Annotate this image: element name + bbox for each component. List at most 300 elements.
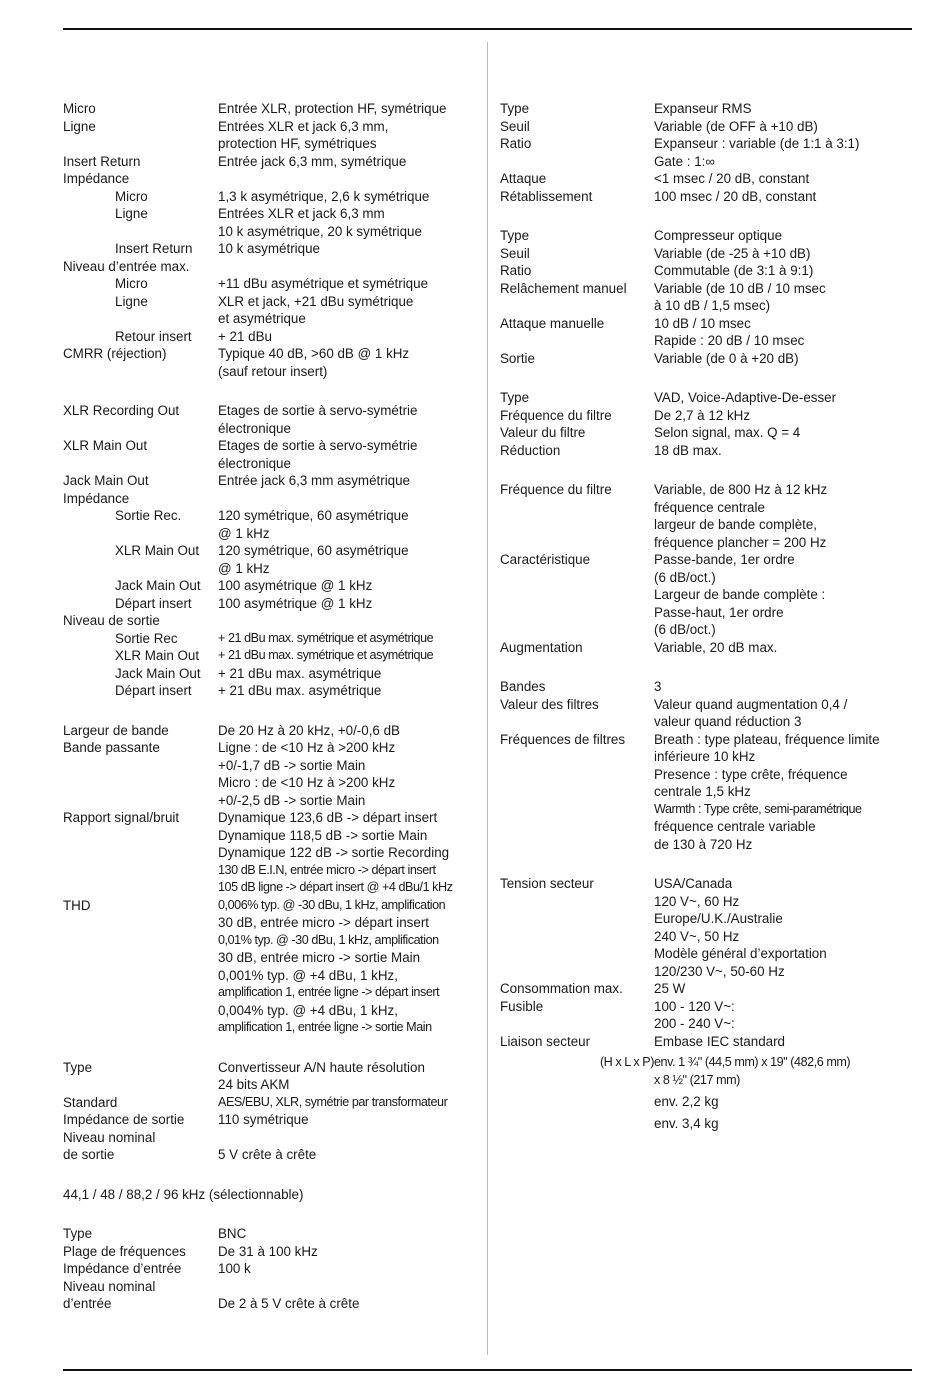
dimension-value-line: env. 3,4 kg <box>654 1115 719 1131</box>
spec-value <box>654 639 920 657</box>
spec-value-line: centrale 1,5 kHz <box>654 784 751 799</box>
spec-value <box>654 1033 920 1051</box>
spec-value <box>218 345 477 380</box>
spec-value <box>654 262 920 280</box>
spec-label: XLR Main Out <box>63 438 148 453</box>
spec-row <box>63 490 477 508</box>
dimension-value <box>654 1054 920 1089</box>
spec-value <box>218 682 477 700</box>
spec-row <box>63 630 477 648</box>
spec-value <box>654 350 920 368</box>
spec-label: Attaque <box>500 171 547 186</box>
right-spec-blocks <box>500 100 920 1050</box>
spec-label: Niveau nominal <box>63 1129 156 1145</box>
spec-label: Sortie Rec. <box>115 508 182 523</box>
spec-row <box>63 1225 477 1243</box>
spec-row <box>63 328 477 346</box>
spec-value-line: 110 symétrique <box>218 1112 309 1127</box>
spec-value-line: 0,004% typ. @ +4 dBu, 1 kHz, <box>218 1002 398 1018</box>
dimension-value-line: x 8 ½" (217 mm) <box>654 1072 740 1087</box>
spec-value-line: protection HF, symétriques <box>218 136 377 151</box>
spec-value-line: 24 bits AKM <box>218 1077 290 1092</box>
spec-label: Rapport signal/bruit <box>63 810 180 825</box>
spec-value-line: 100 asymétrique @ 1 kHz <box>218 578 373 593</box>
spec-row <box>63 507 477 542</box>
spec-row <box>500 980 920 998</box>
spec-label: Micro <box>115 276 148 291</box>
left-spec-column <box>63 100 477 1313</box>
spec-value-line: inférieure 10 kHz <box>654 749 756 764</box>
spec-label: Type <box>500 390 530 405</box>
spec-value-line: Convertisseur A/N haute résolution <box>218 1059 425 1075</box>
dimension-value-line: env. 2,2 kg <box>654 1094 719 1109</box>
spec-label: Rétablissement <box>500 188 593 204</box>
spec-value <box>218 1111 477 1129</box>
spec-value <box>218 275 477 293</box>
spec-block <box>63 722 477 1037</box>
spec-row <box>500 389 920 407</box>
spec-row <box>63 612 477 630</box>
spec-value <box>218 647 477 665</box>
spec-value-line: 100 asymétrique @ 1 kHz <box>218 595 373 611</box>
spec-value-line: électronique <box>218 455 291 471</box>
spec-value-line: fréquence centrale variable <box>654 819 816 834</box>
spec-value-line: Passe-bande, 1er ordre <box>654 552 795 567</box>
spec-label: Bandes <box>500 679 546 694</box>
spec-row <box>500 100 920 118</box>
spec-label: Valeur des filtres <box>500 696 599 712</box>
spec-row <box>63 1111 477 1129</box>
spec-block <box>63 1186 477 1204</box>
spec-label: Micro <box>115 188 148 204</box>
dimension-label: (H x L x P) <box>599 1055 654 1069</box>
spec-row <box>500 1033 920 1051</box>
spec-row <box>63 1186 477 1204</box>
spec-label: Départ insert <box>115 683 192 698</box>
spec-value-line: Warmth : Type crête, semi-paramétrique <box>654 801 862 816</box>
bottom-rule <box>63 1369 912 1371</box>
spec-value-line: Dynamique 123,6 dB -> départ insert <box>218 810 438 825</box>
spec-value <box>218 665 477 683</box>
spec-label: Standard <box>63 1094 118 1110</box>
spec-row <box>500 188 920 206</box>
spec-row <box>500 245 920 263</box>
spec-value-line: VAD, Voice-Adaptive-De-esser <box>654 390 837 405</box>
spec-row <box>63 205 477 240</box>
spec-row <box>500 118 920 136</box>
spec-label: XLR Recording Out <box>63 403 180 418</box>
spec-block <box>63 1225 477 1313</box>
spec-value-line: (6 dB/oct.) <box>654 622 716 637</box>
spec-value-line: Passe-haut, 1er ordre <box>654 604 784 620</box>
spec-row <box>63 345 477 380</box>
spec-value-line: 30 dB, entrée micro -> sortie Main <box>218 950 421 965</box>
spec-row <box>500 639 920 657</box>
spec-row <box>63 722 477 740</box>
spec-label: Ratio <box>500 136 532 151</box>
spec-row <box>63 153 477 171</box>
spec-row <box>63 472 477 490</box>
spec-value-line: 18 dB max. <box>654 442 722 458</box>
spec-value <box>218 595 477 613</box>
spec-value <box>654 407 920 425</box>
spec-value <box>654 696 920 731</box>
spec-label: Ligne <box>115 293 148 309</box>
dimension-row <box>500 1115 920 1133</box>
spec-value <box>218 1243 477 1261</box>
spec-row <box>63 809 477 897</box>
spec-label: Sortie <box>500 350 535 366</box>
spec-row <box>63 1295 477 1313</box>
spec-label: Impédance <box>63 171 130 186</box>
spec-value <box>218 1260 477 1278</box>
spec-row <box>500 315 920 350</box>
spec-row <box>63 1146 477 1164</box>
spec-row <box>63 293 477 328</box>
spec-label: THD <box>63 897 91 913</box>
spec-value <box>218 1295 477 1313</box>
spec-value-line: Presence : type crête, fréquence <box>654 766 848 782</box>
spec-value-line: électronique <box>218 420 291 436</box>
spec-value-line: Dynamique 122 dB -> sortie Recording <box>218 845 450 860</box>
spec-row <box>63 1094 477 1112</box>
spec-value-line: + 21 dBu max. symétrique et asymétrique <box>218 648 434 662</box>
spec-label: Liaison secteur <box>500 1033 591 1049</box>
spec-row <box>500 280 920 315</box>
spec-row <box>500 170 920 188</box>
spec-value <box>654 135 920 170</box>
spec-block <box>500 875 920 1050</box>
spec-value-line: <1 msec / 20 dB, constant <box>654 171 810 186</box>
spec-value <box>654 678 920 696</box>
spec-value <box>654 188 920 206</box>
dimensions-weight-block <box>500 1054 920 1132</box>
spec-block <box>500 227 920 367</box>
spec-row <box>500 227 920 245</box>
spec-value-line: Entrée jack 6,3 mm, symétrique <box>218 153 407 169</box>
spec-value <box>654 227 920 245</box>
spec-label: XLR Main Out <box>115 648 200 663</box>
spec-label: Impédance d’entrée <box>63 1261 182 1276</box>
spec-value <box>218 205 477 240</box>
spec-value <box>218 630 477 648</box>
spec-value-line: amplification 1, entrée ligne -> sortie Main <box>218 1020 432 1034</box>
spec-value-line: 3 <box>654 679 662 694</box>
spec-row <box>63 1278 477 1296</box>
spec-label: Réduction <box>500 442 561 458</box>
spec-label: Ratio <box>500 263 532 278</box>
spec-value-line: +0/-1,7 dB -> sortie Main <box>218 757 366 773</box>
spec-label: Départ insert <box>115 595 192 611</box>
spec-label: CMRR (réjection) <box>63 346 167 361</box>
spec-label: Niveau nominal <box>63 1278 156 1294</box>
spec-row <box>63 402 477 437</box>
spec-value-line: Dynamique 118,5 dB -> sortie Main <box>218 827 428 843</box>
spec-value-line: AES/EBU, XLR, symétrie par transformateur <box>218 1094 448 1109</box>
spec-value-line: de 130 à 720 Hz <box>654 836 753 852</box>
spec-label: Caractéristique <box>500 552 591 567</box>
spec-value-line: à 10 dB / 1,5 msec) <box>654 298 771 313</box>
spec-row <box>500 135 920 170</box>
spec-value-line: + 21 dBu max. asymétrique <box>218 683 382 698</box>
spec-value-line: Variable (de -25 à +10 dB) <box>654 245 811 261</box>
spec-block <box>63 1059 477 1164</box>
spec-label: Type <box>63 1226 93 1241</box>
spec-label: Bande passante <box>63 740 160 755</box>
spec-label: Niveau d’entrée max. <box>63 258 190 274</box>
spec-label: Sortie Rec <box>115 630 178 646</box>
spec-label: Fusible <box>500 998 544 1014</box>
spec-value <box>218 1146 477 1164</box>
spec-row <box>63 1129 477 1147</box>
spec-value <box>218 328 477 346</box>
spec-value-line: + 21 dBu max. symétrique et asymétrique <box>218 630 434 645</box>
spec-value-line: De 2,7 à 12 kHz <box>654 407 751 423</box>
spec-label: de sortie <box>63 1147 115 1162</box>
spec-value-line: 200 - 240 V~: <box>654 1016 735 1031</box>
spec-value <box>218 542 477 577</box>
spec-value <box>654 442 920 460</box>
spec-row <box>63 275 477 293</box>
spec-row <box>63 258 477 276</box>
spec-row <box>500 731 920 854</box>
spec-value-line: Largeur de bande complète : <box>654 587 826 602</box>
spec-value-line: 10 k asymétrique, 20 k symétrique <box>218 223 422 239</box>
dimension-row <box>500 1093 920 1111</box>
spec-value-line: amplification 1, entrée ligne -> départ insert <box>218 985 440 999</box>
spec-row <box>63 1243 477 1261</box>
spec-block <box>63 100 477 380</box>
spec-row <box>500 481 920 551</box>
spec-value-line: largeur de bande complète, <box>654 517 818 532</box>
spec-value-line: @ 1 kHz <box>218 560 270 576</box>
spec-value-line: et asymétrique <box>218 311 306 326</box>
spec-value <box>218 402 477 437</box>
spec-row <box>500 262 920 280</box>
spec-block <box>500 678 920 853</box>
spec-value-line: +0/-2,5 dB -> sortie Main <box>218 792 366 808</box>
spec-value <box>654 170 920 188</box>
spec-value-line: Variable (de 0 à +20 dB) <box>654 350 799 366</box>
spec-label: Type <box>500 228 530 243</box>
spec-value <box>654 100 920 118</box>
spec-label: Largeur de bande <box>63 722 169 738</box>
spec-value <box>218 293 477 328</box>
spec-row <box>63 542 477 577</box>
spec-value-line: Etages de sortie à servo-symétrie <box>218 438 418 453</box>
spec-value-line: 0,01% typ. @ -30 dBu, 1 kHz, amplification <box>218 932 439 947</box>
spec-label: Type <box>63 1059 93 1075</box>
spec-label: Seuil <box>500 118 530 134</box>
spec-value-line: Commutable (de 3:1 à 9:1) <box>654 263 814 278</box>
dimension-row <box>500 1054 920 1089</box>
spec-value-line: Entrée XLR, protection HF, symétrique <box>218 101 447 116</box>
spec-row <box>63 647 477 665</box>
spec-value <box>654 245 920 263</box>
spec-label: Impédance <box>63 490 130 506</box>
spec-row <box>63 1059 477 1094</box>
spec-row <box>500 551 920 639</box>
spec-value-line: (6 dB/oct.) <box>654 569 716 585</box>
spec-value-line: 10 dB / 10 msec <box>654 315 751 331</box>
spec-value-line: 130 dB E.I.N, entrée micro -> départ insert <box>218 862 436 877</box>
spec-row <box>63 240 477 258</box>
spec-value-line: Micro : de <10 Hz à >200 kHz <box>218 775 396 790</box>
spec-value <box>218 1059 477 1094</box>
spec-value <box>654 980 920 998</box>
spec-value <box>654 424 920 442</box>
spec-value <box>218 897 477 1037</box>
spec-value-line: Embase IEC standard <box>654 1033 785 1049</box>
spec-value-line: 1,3 k asymétrique, 2,6 k symétrique <box>218 188 430 204</box>
spec-row <box>63 897 477 1037</box>
dimension-value <box>654 1093 920 1111</box>
spec-value <box>218 722 477 740</box>
spec-value-line: Entrées XLR et jack 6,3 mm <box>218 206 385 221</box>
spec-row <box>63 118 477 153</box>
spec-row <box>500 678 920 696</box>
spec-value <box>218 1225 477 1243</box>
spec-label: Consommation max. <box>500 981 623 996</box>
spec-value-line: Entrées XLR et jack 6,3 mm, <box>218 118 389 134</box>
spec-value-line: Variable, de 800 Hz à 12 kHz <box>654 482 828 497</box>
spec-value-line: De 20 Hz à 20 kHz, +0/-0,6 dB <box>218 722 400 738</box>
spec-value-line: Breath : type plateau, fréquence limite <box>654 731 880 747</box>
spec-label: 44,1 / 48 / 88,2 / 96 kHz (sélectionnable) <box>63 1186 304 1202</box>
spec-value-line: 30 dB, entrée micro -> départ insert <box>218 915 430 930</box>
spec-row <box>63 100 477 118</box>
spec-value <box>654 998 920 1033</box>
column-divider <box>487 42 488 1355</box>
spec-value-line: Rapide : 20 dB / 10 msec <box>654 333 805 348</box>
spec-value-line: Variable, 20 dB max. <box>654 639 778 655</box>
spec-row <box>500 424 920 442</box>
spec-label: Type <box>500 101 530 116</box>
spec-label: Ligne <box>63 118 96 134</box>
spec-value <box>218 118 477 153</box>
spec-label: Attaque manuelle <box>500 315 605 331</box>
spec-value <box>218 809 477 897</box>
spec-value-line: Etages de sortie à servo-symétrie <box>218 403 418 418</box>
spec-value <box>218 577 477 595</box>
spec-value-line: 100 msec / 20 dB, constant <box>654 188 817 204</box>
spec-value-line: fréquence plancher = 200 Hz <box>654 534 827 550</box>
spec-value-line: Ligne : de <10 Hz à >200 kHz <box>218 740 396 755</box>
spec-row <box>500 442 920 460</box>
spec-value-line: 0,001% typ. @ +4 dBu, 1 kHz, <box>218 967 398 983</box>
spec-value-line: + 21 dBu max. asymétrique <box>218 665 382 681</box>
spec-value-line: 120 symétrique, 60 asymétrique <box>218 543 409 558</box>
spec-value <box>654 481 920 551</box>
spec-label: Seuil <box>500 245 530 261</box>
spec-value <box>218 100 477 118</box>
spec-value-line: Typique 40 dB, >60 dB @ 1 kHz <box>218 346 410 361</box>
spec-value <box>218 188 477 206</box>
spec-value-line: 100 k <box>218 1261 251 1276</box>
spec-value-line: Selon signal, max. Q = 4 <box>654 425 801 440</box>
spec-label: Jack Main Out <box>115 665 201 681</box>
spec-value <box>654 280 920 315</box>
spec-row <box>500 407 920 425</box>
spec-row <box>63 577 477 595</box>
spec-value <box>218 153 477 171</box>
spec-label: Niveau de sortie <box>63 613 160 628</box>
spec-label: Relâchement manuel <box>500 280 627 296</box>
spec-label: Fréquence du filtre <box>500 482 612 497</box>
spec-row <box>63 739 477 809</box>
spec-row <box>63 682 477 700</box>
spec-value-line: XLR et jack, +21 dBu symétrique <box>218 293 414 309</box>
spec-value-line: 120 V~, 60 Hz <box>654 893 740 909</box>
spec-row <box>63 170 477 188</box>
spec-value-line: 120 symétrique, 60 asymétrique <box>218 508 409 523</box>
spec-label: Impédance de sortie <box>63 1112 185 1127</box>
spec-row <box>500 350 920 368</box>
spec-label: Fréquences de filtres <box>500 731 626 747</box>
spec-label: Insert Return <box>63 153 141 169</box>
spec-value-line: Compresseur optique <box>654 228 783 243</box>
spec-value-line: Modèle général d’exportation <box>654 946 827 961</box>
dimension-value-line: env. 1 ¾" (44,5 mm) x 19" (482,6 mm) <box>654 1055 851 1069</box>
spec-value-line: Variable (de 10 dB / 10 msec <box>654 280 826 296</box>
spec-value-line: Valeur quand augmentation 0,4 / <box>654 696 848 712</box>
spec-value-line: valeur quand réduction 3 <box>654 714 802 729</box>
spec-value-line: 100 - 120 V~: <box>654 998 735 1014</box>
spec-value-line: Europe/U.K./Australie <box>654 911 783 926</box>
spec-value <box>218 1094 477 1112</box>
spec-value-line: Variable (de OFF à +10 dB) <box>654 118 818 134</box>
spec-value <box>218 437 477 472</box>
spec-value <box>218 240 477 258</box>
spec-value-line: 5 V crête à crête <box>218 1147 317 1162</box>
spec-label: Plage de fréquences <box>63 1243 186 1259</box>
spec-value-line: De 2 à 5 V crête à crête <box>218 1296 360 1311</box>
spec-label: Insert Return <box>115 241 193 256</box>
spec-value <box>654 118 920 136</box>
spec-label: Retour insert <box>115 328 192 344</box>
spec-value-line: (sauf retour insert) <box>218 363 328 379</box>
spec-value <box>654 875 920 980</box>
spec-label: Jack Main Out <box>63 473 149 488</box>
spec-value-line: Expanseur RMS <box>654 101 752 116</box>
spec-label: Fréquence du filtre <box>500 407 612 423</box>
spec-row <box>500 875 920 980</box>
spec-row <box>63 437 477 472</box>
spec-value-line: +11 dBu asymétrique et symétrique <box>218 276 429 291</box>
spec-label: Tension secteur <box>500 876 594 891</box>
spec-value-line: BNC <box>218 1226 247 1241</box>
spec-value-line: USA/Canada <box>654 876 733 891</box>
spec-value-line: fréquence centrale <box>654 499 765 515</box>
spec-value <box>218 739 477 809</box>
spec-block <box>500 481 920 656</box>
spec-label: Valeur du filtre <box>500 425 586 440</box>
spec-value <box>654 731 920 854</box>
spec-value-line: 240 V~, 50 Hz <box>654 928 740 944</box>
spec-value-line: 105 dB ligne -> départ insert @ +4 dBu/1 kHz <box>218 880 453 894</box>
spec-row <box>63 1260 477 1278</box>
spec-row <box>63 595 477 613</box>
spec-value-line: Gate : 1:∞ <box>654 153 715 169</box>
right-spec-column <box>500 100 920 1132</box>
spec-label: XLR Main Out <box>115 543 200 558</box>
spec-label: Ligne <box>115 206 148 221</box>
dimension-value <box>654 1115 920 1133</box>
spec-value-line: + 21 dBu <box>218 328 272 344</box>
spec-label: Jack Main Out <box>115 578 201 593</box>
spec-value-line: Expanseur : variable (de 1:1 à 3:1) <box>654 136 860 151</box>
spec-block <box>500 389 920 459</box>
